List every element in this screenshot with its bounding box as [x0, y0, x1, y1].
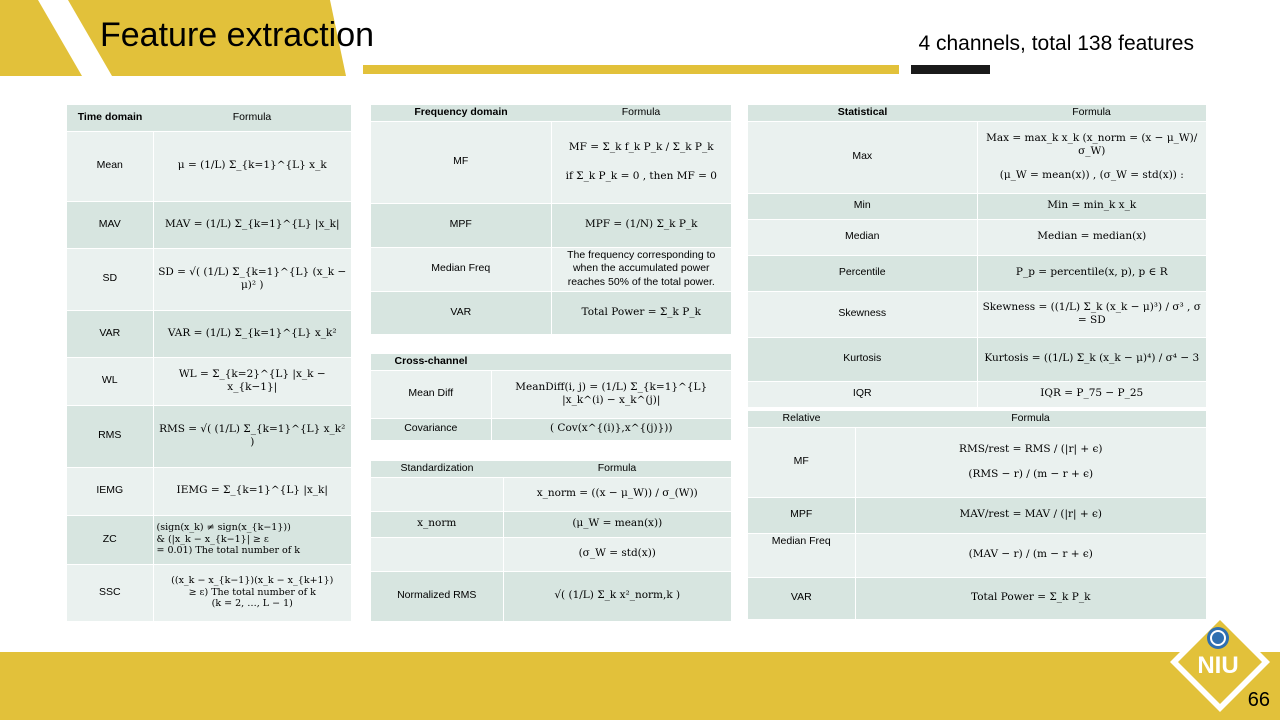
feature-formula: SD = √( (1/L) Σ_{k=1}^{L} (x_k − μ)² )	[153, 248, 351, 310]
feature-formula: VAR = (1/L) Σ_{k=1}^{L} x_k²	[153, 310, 351, 357]
accent-stripe-left	[0, 0, 82, 76]
feature-name: WL	[67, 357, 153, 405]
table-row	[748, 255, 1206, 291]
table-row	[67, 405, 351, 467]
table-row	[748, 577, 1206, 619]
feature-name: VAR	[748, 577, 855, 619]
feature-formula: Skewness = ((1/L) Σ_k (x_k − μ)³) / σ³ , σ = SD	[977, 291, 1206, 337]
formula-line: (RMS − r) / (m − r + ϵ)	[968, 468, 1094, 480]
relative-table	[748, 411, 1206, 620]
feature-formula: Total Power = Σ_k P_k	[551, 291, 731, 334]
formula-line: RMS/rest = RMS / (|r| + ϵ)	[959, 442, 1103, 455]
table-header-row	[371, 354, 731, 370]
feature-name	[371, 537, 503, 571]
table-row	[748, 381, 1206, 407]
table-row	[748, 219, 1206, 255]
table-row	[371, 511, 731, 537]
feature-formula	[551, 121, 731, 203]
feature-name: Normalized RMS	[371, 571, 503, 621]
table-row	[371, 247, 731, 291]
table-header-row	[371, 105, 731, 121]
feature-formula: (σ_W = std(x))	[503, 537, 731, 571]
table-row	[371, 291, 731, 334]
table-row	[748, 121, 1206, 193]
footer-band	[0, 652, 1280, 720]
feature-formula: MAV/rest = MAV / (|r| + ϵ)	[855, 497, 1206, 533]
slide-subtitle: 4 channels, total 138 features	[918, 32, 1194, 55]
table-row	[67, 201, 351, 248]
feature-name: VAR	[371, 291, 551, 334]
feature-name: Skewness	[748, 291, 977, 337]
column-header: Relative	[748, 411, 855, 427]
formula-line: (sign(x_k) ≠ sign(x_{k−1}))	[156, 521, 291, 533]
feature-formula: MAV = (1/L) Σ_{k=1}^{L} |x_k|	[153, 201, 351, 248]
feature-name: IEMG	[67, 467, 153, 515]
feature-name: RMS	[67, 405, 153, 467]
feature-name: SSC	[67, 564, 153, 621]
feature-name: Percentile	[748, 255, 977, 291]
feature-name: MF	[371, 121, 551, 203]
column-header: Cross-channel	[371, 354, 491, 370]
feature-name: Median Freq	[371, 247, 551, 291]
feature-name	[371, 477, 503, 511]
feature-formula: ( Cov(x^{(i)},x^{(j)}))	[491, 418, 731, 440]
column-header: Formula	[503, 461, 731, 477]
feature-name: VAR	[67, 310, 153, 357]
feature-formula	[153, 564, 351, 621]
feature-name: Median	[748, 219, 977, 255]
table-row	[67, 564, 351, 621]
feature-formula: Min = min_k x_k	[977, 193, 1206, 219]
feature-formula	[855, 427, 1206, 497]
standardization-table	[371, 461, 731, 622]
table-row	[67, 357, 351, 405]
column-header: Formula	[551, 105, 731, 121]
feature-name: MPF	[371, 203, 551, 247]
table-row	[371, 418, 731, 440]
feature-name: MPF	[748, 497, 855, 533]
table-row	[371, 477, 731, 511]
feature-formula: (MAV − r) / (m − r + ϵ)	[855, 533, 1206, 577]
formula-line: MF = Σ_k f_k P_k / Σ_k P_k	[568, 140, 714, 153]
feature-formula: (μ_W = mean(x))	[503, 511, 731, 537]
feature-formula	[977, 121, 1206, 193]
feature-formula: MeanDiff(i, j) = (1/L) Σ_{k=1}^{L} |x_k^(i) − x_k^(j)|	[491, 370, 731, 418]
column-header: Frequency domain	[371, 105, 551, 121]
cross-channel-table	[371, 354, 731, 441]
formula-line: The frequency corresponding to	[567, 249, 716, 262]
formula-line: & (|x_k − x_{k−1}| ≥ ε	[156, 533, 269, 545]
table-row	[371, 537, 731, 571]
footer-decoration	[0, 652, 1280, 720]
feature-formula: x_norm = ((x − μ_W)) / σ_(W))	[503, 477, 731, 511]
table-header-row	[371, 461, 731, 477]
formula-line: = 0.01) The total number of k	[156, 545, 301, 557]
formula-line: (μ_W = mean(x)) , (σ_W = std(x)) :	[999, 168, 1184, 181]
column-header: Formula	[855, 411, 1206, 427]
table-row	[67, 131, 351, 201]
feature-formula: P_p = percentile(x, p), p ∈ R	[977, 255, 1206, 291]
table-row	[748, 193, 1206, 219]
feature-formula: IQR = P_75 − P_25	[977, 381, 1206, 407]
column-header: Formula	[153, 105, 351, 131]
feature-formula	[551, 247, 731, 291]
feature-formula: √( (1/L) Σ_k x²_norm,k )	[503, 571, 731, 621]
feature-name: Max	[748, 121, 977, 193]
table-row	[67, 467, 351, 515]
feature-formula: μ = (1/L) Σ_{k=1}^{L} x_k	[153, 131, 351, 201]
table-header-row	[67, 105, 351, 131]
feature-name: SD	[67, 248, 153, 310]
feature-name: MAV	[67, 201, 153, 248]
feature-formula	[153, 515, 351, 564]
feature-name: Mean Diff	[371, 370, 491, 418]
feature-name: Median Freq	[748, 533, 855, 577]
formula-line: ≥ ε) The total number of k	[188, 586, 316, 598]
table-row	[748, 291, 1206, 337]
feature-name: IQR	[748, 381, 977, 407]
column-header: Time domain	[67, 105, 153, 131]
table-row	[748, 497, 1206, 533]
feature-formula: IEMG = Σ_{k=1}^{L} |x_k|	[153, 467, 351, 515]
frequency-domain-table	[371, 105, 731, 335]
feature-name: Min	[748, 193, 977, 219]
table-row	[67, 248, 351, 310]
feature-formula: Total Power = Σ_k P_k	[855, 577, 1206, 619]
table-row	[371, 370, 731, 418]
table-row	[67, 515, 351, 564]
slide-title: Feature extraction	[100, 16, 375, 54]
page-number: 66	[1247, 689, 1270, 711]
logo-wordmark: NIU	[1197, 652, 1239, 679]
table-row	[371, 203, 731, 247]
formula-line: (k = 2, …, L − 1)	[211, 598, 293, 610]
column-header: Standardization	[371, 461, 503, 477]
feature-formula: Median = median(x)	[977, 219, 1206, 255]
table-row	[371, 121, 731, 203]
formula-line: Max = max_k x_k (x_norm = (x − μ_W)/σ_W)	[986, 132, 1198, 158]
table-row	[748, 533, 1206, 577]
formula-line: ((x_k − x_{k−1})(x_k − x_{k+1})	[171, 574, 334, 586]
formula-line: when the accumulated power	[572, 262, 710, 275]
table-header-row	[748, 105, 1206, 121]
formula-line: reaches 50% of the total power.	[567, 275, 715, 288]
time-domain-table	[67, 105, 351, 622]
accent-underline	[363, 65, 899, 74]
table-row	[67, 310, 351, 357]
feature-name: Mean	[67, 131, 153, 201]
feature-name: Kurtosis	[748, 337, 977, 381]
feature-formula: MPF = (1/N) Σ_k P_k	[551, 203, 731, 247]
feature-name: x_norm	[371, 511, 503, 537]
feature-formula: RMS = √( (1/L) Σ_{k=1}^{L} x_k² )	[153, 405, 351, 467]
feature-formula: Kurtosis = ((1/L) Σ_k (x_k − μ)⁴) / σ⁴ − 3	[977, 337, 1206, 381]
statistical-table	[748, 105, 1206, 408]
table-row	[371, 571, 731, 621]
feature-name: ZC	[67, 515, 153, 564]
table-row	[748, 337, 1206, 381]
column-header: Statistical	[748, 105, 977, 121]
feature-formula: WL = Σ_{k=2}^{L} |x_k − x_{k−1}|	[153, 357, 351, 405]
column-header	[491, 354, 731, 370]
table-row	[748, 427, 1206, 497]
feature-name: MF	[748, 427, 855, 497]
column-header: Formula	[977, 105, 1206, 121]
table-header-row	[748, 411, 1206, 427]
feature-name: Covariance	[371, 418, 491, 440]
dark-underline	[911, 65, 990, 74]
formula-line: if Σ_k P_k = 0 , then MF = 0	[565, 170, 717, 182]
